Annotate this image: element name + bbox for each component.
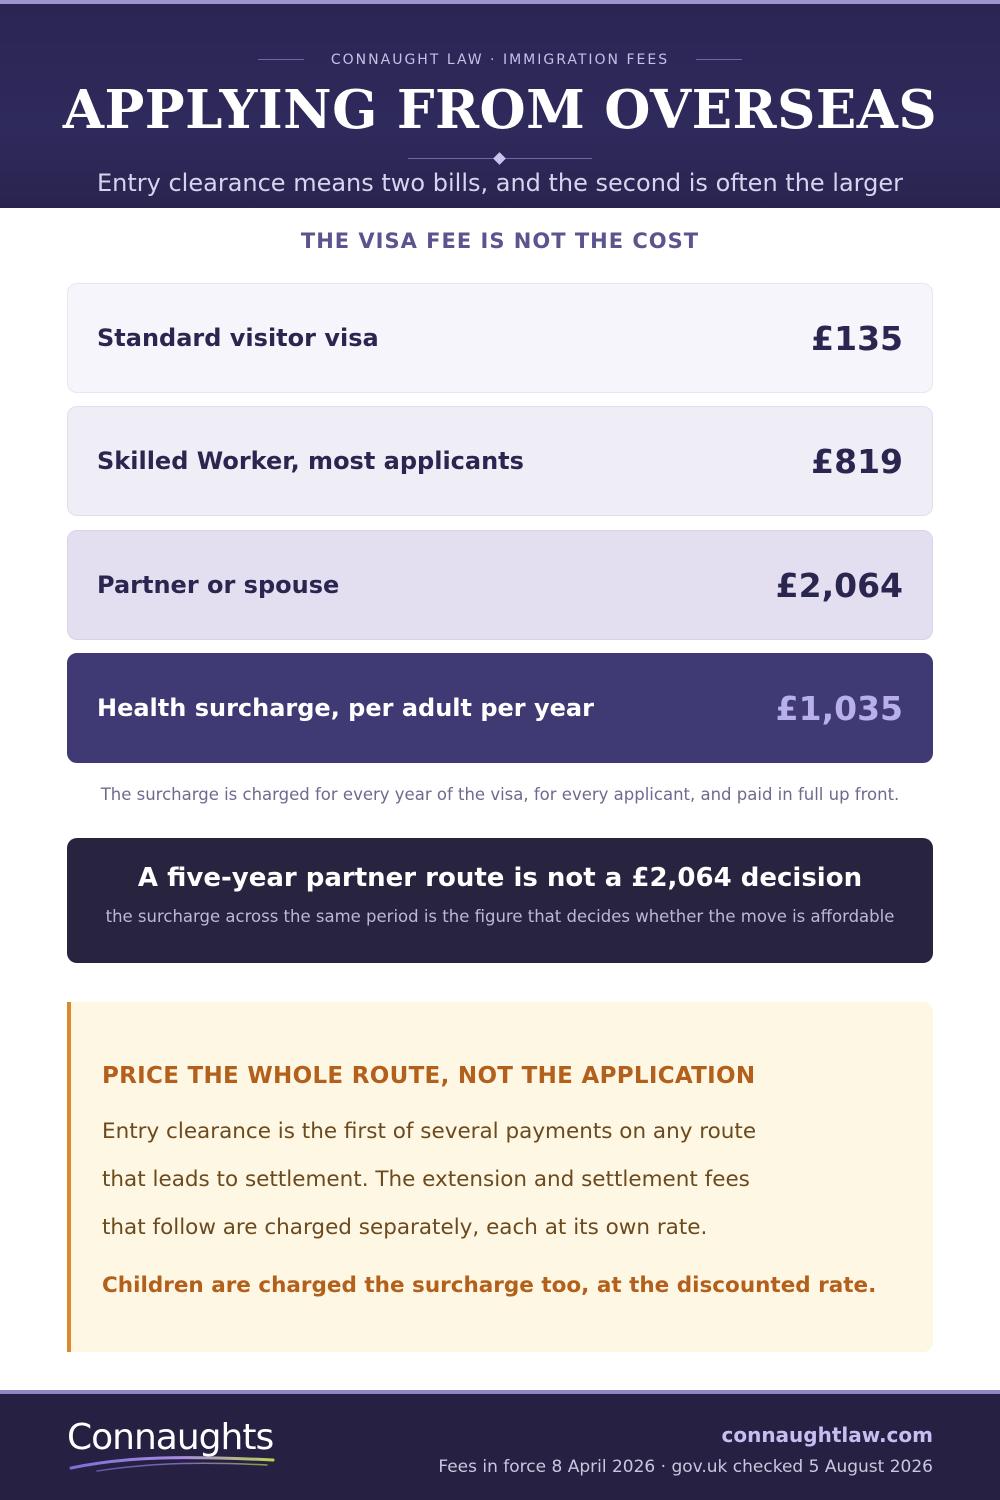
fee-amount: £1,035 [775, 688, 903, 728]
kicker-rule-right [696, 59, 742, 60]
logo-swoosh-icon [67, 1454, 277, 1474]
kicker-rule-left [258, 59, 304, 60]
fee-amount: £819 [811, 441, 903, 481]
page-subtitle: Entry clearance means two bills, and the second is often the larger [97, 169, 903, 197]
fee-row-skilled-worker [67, 406, 933, 516]
fee-label: Partner or spouse [97, 571, 340, 599]
kicker-row [0, 48, 1000, 72]
advice-heading: PRICE THE WHOLE ROUTE, NOT THE APPLICATION [102, 1063, 756, 1089]
fee-amount: £2,064 [775, 565, 903, 605]
advice-emphasis: Children are charged the surcharge too, at the discounted rate. [102, 1273, 877, 1298]
section-heading: THE VISA FEE IS NOT THE COST [300, 229, 700, 253]
website-link[interactable]: connaughtlaw.com [721, 1423, 933, 1447]
footer-bar [0, 1390, 1000, 1500]
fee-amount: £135 [811, 318, 903, 358]
fee-label: Standard visitor visa [97, 324, 379, 352]
fee-row-partner [67, 530, 933, 640]
connaughts-logo [67, 1416, 297, 1476]
callout-subtext: the surcharge across the same period is the figure that decides whether the move is affordable [105, 907, 895, 926]
fee-label: Health surcharge, per adult per year [97, 694, 594, 722]
advice-paragraph [102, 1108, 802, 1252]
advice-line: that follow are charged separately, each at its own rate. [102, 1215, 708, 1240]
page-title: APPLYING FROM OVERSEAS [62, 79, 938, 141]
footer-meta: Fees in force 8 April 2026 · gov.uk checked 5 August 2026 [438, 1457, 933, 1477]
callout-heading: A five-year partner route is not a £2,064 decision [137, 863, 863, 893]
kicker-text: CONNAUGHT LAW · IMMIGRATION FEES [330, 52, 670, 68]
fee-row-visitor [67, 283, 933, 393]
advice-line: that leads to settlement. The extension and settlement fees [102, 1167, 750, 1192]
callout-box [67, 838, 933, 963]
advice-panel [67, 1002, 933, 1352]
diamond-icon [493, 152, 506, 165]
fee-row-health-surcharge [67, 653, 933, 763]
logo-wordmark: Connaughts [67, 1417, 274, 1458]
surcharge-note: The surcharge is charged for every year of the visa, for every applicant, and paid in full up front. [100, 785, 900, 804]
header-banner [0, 0, 1000, 208]
fee-label: Skilled Worker, most applicants [97, 447, 524, 475]
advice-line: Entry clearance is the first of several payments on any route [102, 1119, 757, 1144]
